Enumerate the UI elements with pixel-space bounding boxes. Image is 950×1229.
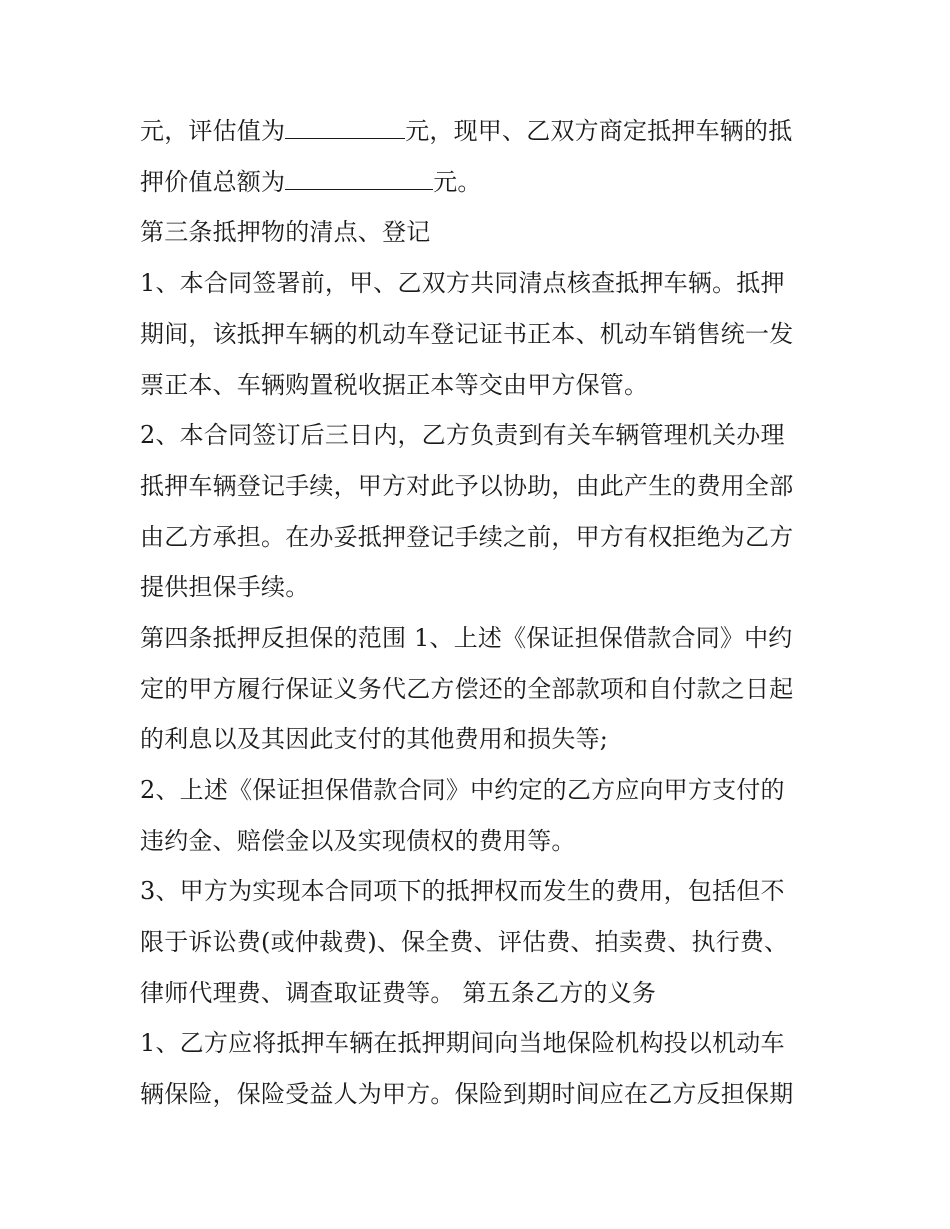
text-line-6: 票正本、车辆购置税收据正本等交由甲方保管。	[140, 371, 649, 399]
text-line-15: 违约金、赔偿金以及实现债权的费用等。	[140, 827, 576, 855]
text-segment: 元。	[433, 168, 482, 196]
text-line-7: 2、本合同签订后三日内，乙方负责到有关车辆管理机关办理	[140, 421, 785, 449]
text-segment: 押价值总额为	[140, 168, 286, 196]
text-line-20: 辆保险，保险受益人为甲方。保险到期时间应在乙方反担保期	[140, 1080, 794, 1108]
text-line-18: 律师代理费、调查取证费等。 第五条乙方的义务	[140, 979, 657, 1007]
text-segment: 元，现甲、乙双方商定抵押车辆的抵	[405, 117, 793, 145]
text-line-12: 定的甲方履行保证义务代乙方偿还的全部款项和自付款之日起	[140, 675, 794, 703]
text-line-8: 抵押车辆登记手续，甲方对此予以协助，由此产生的费用全部	[140, 472, 794, 500]
text-line-1	[140, 116, 840, 146]
text-line-19: 1、乙方应将抵押车辆在抵押期间向当地保险机构投以机动车	[140, 1029, 785, 1057]
text-line-10: 提供担保手续。	[140, 573, 310, 601]
text-line-13: 的利息以及其因此支付的其他费用和损失等;	[140, 725, 609, 753]
section-heading-4: 第四条抵押反担保的范围 1、上述《保证担保借款合同》中约	[140, 624, 793, 652]
text-line-5: 期间，该抵押车辆的机动车登记证书正本、机动车销售统一发	[140, 320, 794, 348]
text-line-16: 3、甲方为实现本合同项下的抵押权而发生的费用，包括但不	[140, 877, 785, 905]
section-heading-3: 第三条抵押物的清点、登记	[140, 218, 431, 246]
text-line-17: 限于诉讼费(或仲裁费)、保全费、评估费、拍卖费、执行费、	[140, 928, 789, 956]
text-line-2	[140, 167, 840, 197]
text-line-9: 由乙方承担。在办妥抵押登记手续之前，甲方有权拒绝为乙方	[140, 523, 794, 551]
text-line-14: 2、上述《保证担保借款合同》中约定的乙方应向甲方支付的	[140, 776, 785, 804]
blank-field-appraisal-value	[285, 116, 405, 139]
blank-field-total-value	[285, 167, 433, 190]
text-segment: 元，评估值为	[140, 117, 286, 145]
text-line-4: 1、本合同签署前，甲、乙双方共同清点核查抵押车辆。抵押	[140, 269, 785, 297]
